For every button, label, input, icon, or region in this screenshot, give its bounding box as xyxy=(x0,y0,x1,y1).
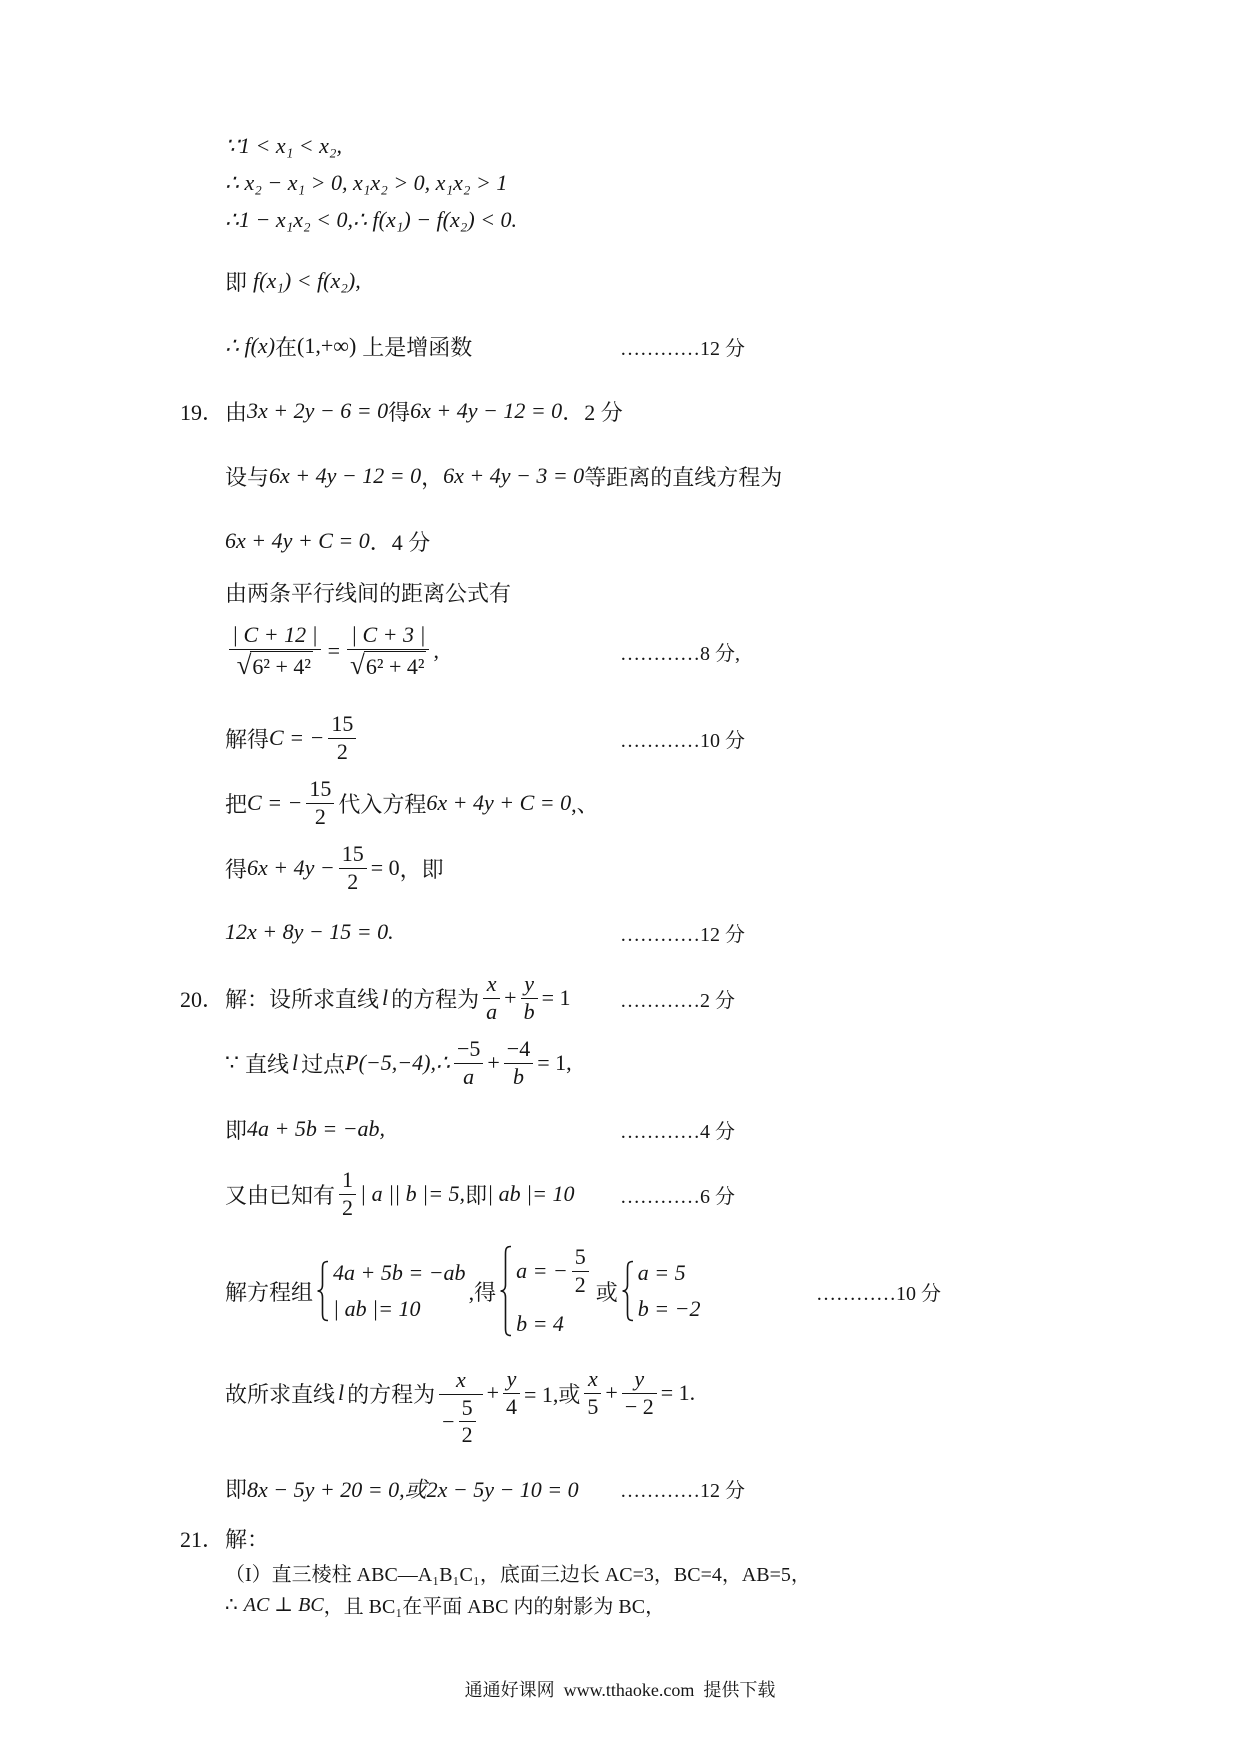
fraction-denominator: 4 xyxy=(506,1393,517,1419)
fraction xyxy=(572,1245,589,1297)
fraction-numerator: x xyxy=(439,1338,482,1395)
question-number-20 xyxy=(180,963,224,1033)
math-text: ∴ x₂ − x₁ > 0, x₁x₂ > 0, x₁x₂ > 1 xyxy=(225,170,508,195)
text: ∵ xyxy=(225,1050,239,1075)
text: 的方程为 xyxy=(391,986,480,1012)
q19-line-2 xyxy=(225,458,782,494)
q19-result-line xyxy=(225,833,444,903)
question-number-21 xyxy=(180,1520,224,1556)
q19-final-equation xyxy=(225,914,745,950)
text: ,得 xyxy=(468,1279,497,1305)
text: 在 xyxy=(275,334,298,360)
fraction-numerator: x xyxy=(483,972,500,999)
math-text: a = − xyxy=(516,1258,568,1284)
question-number-19 xyxy=(180,393,224,429)
fraction-numerator: y xyxy=(503,1367,520,1394)
text: （I）直三棱柱 ABC—A₁B₁C₁，底面三边长 AC=3，BC=4，AB=5， xyxy=(225,1563,811,1586)
text: 直线 xyxy=(245,1051,290,1077)
fraction-numerator: 15 xyxy=(306,777,334,804)
text: 解得 xyxy=(225,726,270,752)
math-text: 6x + 4y + C = 0 xyxy=(225,528,370,553)
fraction-numerator: 5 xyxy=(459,1396,476,1423)
text: 即 xyxy=(225,269,248,295)
text: 或 xyxy=(595,1279,618,1305)
question-number: 19． xyxy=(180,399,225,425)
q19-line-3 xyxy=(225,523,430,559)
math-text: AC ⊥ BC xyxy=(243,1593,324,1616)
fraction xyxy=(328,712,356,764)
plus-sign: + xyxy=(605,1380,618,1405)
text: 故所求直线 xyxy=(225,1381,336,1407)
fraction-denominator: 2 xyxy=(461,1422,473,1448)
radical-sign: √ xyxy=(236,649,252,680)
left-brace xyxy=(499,1245,513,1337)
text: 即 xyxy=(225,1476,248,1502)
solution-system xyxy=(499,1245,593,1337)
math-text: = 0 xyxy=(370,855,400,880)
q20-equation-system-line xyxy=(225,1236,941,1346)
score-mark: …………12 分 xyxy=(620,923,745,946)
fraction-denominator xyxy=(439,1395,482,1448)
q19-substitute-line xyxy=(225,768,599,838)
system-equation: 4a + 5b = −ab xyxy=(333,1260,466,1285)
math-variable: l xyxy=(292,1050,299,1075)
score-mark: …………10 分 xyxy=(816,1282,941,1305)
math-text: ∴1 − x₁x₂ < 0,∴ f(x₁) − f(x₂) < 0. xyxy=(225,207,518,232)
q20-final-line xyxy=(225,1470,745,1506)
fraction-numerator: 1 xyxy=(339,1168,356,1195)
math-text: | a || b |= 5, xyxy=(360,1181,466,1206)
system-equation: a = 5 xyxy=(637,1260,686,1285)
math-text: 6x + 4y − 12 = 0 xyxy=(269,463,422,488)
text: 由两条平行线间的距离公式有 xyxy=(225,580,512,606)
system-row xyxy=(516,1245,593,1297)
q20-line-3 xyxy=(225,1111,735,1147)
solution-system xyxy=(621,1260,701,1322)
system-rows xyxy=(638,1260,701,1322)
fraction xyxy=(339,842,367,894)
math-interval: (1,+∞) xyxy=(297,333,357,358)
text: 过点 xyxy=(301,1051,346,1077)
equals-sign: = xyxy=(327,638,341,663)
fraction-numerator: 15 xyxy=(328,712,356,739)
fraction-denominator: b xyxy=(523,998,535,1024)
left-brace xyxy=(316,1260,330,1322)
math-text: 6x + 4y − 3 = 0 xyxy=(443,463,585,488)
math-variable: l xyxy=(382,985,389,1010)
fraction xyxy=(306,777,334,829)
q18-line-4 xyxy=(225,263,361,299)
fraction-denominator: 2 xyxy=(347,868,359,894)
fraction-numerator: 5 xyxy=(572,1245,589,1272)
text: 解方程组 xyxy=(225,1279,314,1305)
fraction-denominator xyxy=(229,650,321,679)
q20-line-1 xyxy=(225,963,735,1033)
text: 解： xyxy=(225,1526,270,1552)
math-text: 8x − 5y + 20 = 0,或2x − 5y − 10 = 0 xyxy=(247,1476,579,1502)
math-text: = 1. xyxy=(660,1380,696,1405)
text: 由 xyxy=(225,399,248,425)
text: ,、 xyxy=(571,791,599,817)
text: 上是增函数 xyxy=(362,334,473,360)
text: ∴ xyxy=(225,1593,238,1616)
radicand: 6² + 4² xyxy=(364,651,427,679)
q21-line-0 xyxy=(225,1520,269,1556)
score-mark: …………4 分 xyxy=(620,1120,735,1143)
score-inline: ．2 分 xyxy=(562,399,623,425)
q21-line-2 xyxy=(225,1588,665,1620)
text: 得 xyxy=(388,399,411,425)
plus-sign: + xyxy=(486,1380,499,1405)
text: 即 xyxy=(465,1182,488,1208)
math-text: ∵1 < x₁ < x₂, xyxy=(225,133,343,158)
fraction xyxy=(339,1168,356,1220)
fraction-numerator: −4 xyxy=(504,1037,533,1064)
fraction-numerator: −5 xyxy=(454,1037,483,1064)
fraction-numerator: x xyxy=(584,1367,601,1394)
math-text: P(−5,−4),∴ xyxy=(345,1050,450,1075)
fraction-denominator: 2 xyxy=(574,1271,586,1297)
fraction xyxy=(459,1396,476,1448)
score-mark: …………6 分 xyxy=(620,1185,735,1208)
q19-solve-c xyxy=(225,703,745,773)
q20-line-4 xyxy=(225,1159,735,1229)
fraction-denominator: b xyxy=(512,1063,524,1089)
left-brace xyxy=(621,1260,635,1322)
minus-sign: − xyxy=(442,1408,455,1434)
math-text: 4a + 5b = −ab, xyxy=(247,1116,386,1141)
math-text: 3x + 2y − 6 = 0 xyxy=(247,398,389,423)
fraction-numerator: | C + 3 | xyxy=(347,623,429,650)
plus-sign: + xyxy=(487,1050,500,1075)
score-mark: …………10 分 xyxy=(620,729,745,752)
q20-line-equations xyxy=(225,1333,695,1453)
text: 代入方程 xyxy=(338,791,427,817)
score-mark: …………12 分 xyxy=(620,1479,745,1502)
question-number: 21． xyxy=(180,1526,225,1552)
math-text: C = − xyxy=(247,790,303,815)
system-equation: b = −2 xyxy=(637,1296,701,1321)
fraction-denominator: 2 xyxy=(314,803,326,829)
question-number: 20． xyxy=(180,986,225,1012)
q18-line-2 xyxy=(225,165,507,201)
fraction-numerator: y xyxy=(521,972,538,999)
system-rows xyxy=(333,1260,466,1322)
fraction-denominator xyxy=(347,650,429,679)
fraction-numerator: y xyxy=(622,1367,657,1394)
fraction-denominator: 2 xyxy=(336,738,348,764)
punctuation: , xyxy=(433,638,439,663)
text: ，且 BC₁在平面 ABC 内的射影为 BC， xyxy=(323,1595,666,1618)
fraction-denominator: 2 xyxy=(342,1194,354,1220)
score-mark: …………2 分 xyxy=(620,989,735,1012)
page-footer: 通通好课网 www.tthaoke.com 提供下载 xyxy=(464,1680,776,1700)
text: ， xyxy=(421,464,444,490)
math-text: ∴ f(x) xyxy=(225,333,276,358)
math-text: C = − xyxy=(269,725,325,750)
fraction xyxy=(483,972,500,1024)
fraction-numerator: 15 xyxy=(339,842,367,869)
fraction xyxy=(622,1367,657,1419)
q20-line-2 xyxy=(225,1028,572,1098)
score-mark: …………8 分, xyxy=(620,642,740,665)
q18-conclusion-line xyxy=(225,328,745,364)
math-variable: l xyxy=(338,1380,345,1405)
fraction-numerator: | C + 12 | xyxy=(229,623,321,650)
fraction xyxy=(347,623,429,679)
q19-line-4 xyxy=(225,574,511,610)
text: ，即 xyxy=(399,856,444,882)
math-text: = 1,或 xyxy=(524,1381,581,1407)
text: 解：设所求直线 xyxy=(225,986,380,1012)
math-text: = 1 xyxy=(541,985,571,1010)
fraction-denominator: − 2 xyxy=(624,1393,654,1419)
math-text: f(x₁) < f(x₂), xyxy=(253,268,361,293)
system-equation: | ab |= 10 xyxy=(333,1296,421,1321)
math-text: 12x + 8y − 15 = 0. xyxy=(225,919,394,944)
radicand: 6² + 4² xyxy=(250,651,313,679)
fraction xyxy=(504,1037,533,1089)
math-text: 6x + 4y − xyxy=(247,855,335,880)
math-text: 6x + 4y + C = 0 xyxy=(426,790,572,815)
text: 等距离的直线方程为 xyxy=(584,464,783,490)
fraction xyxy=(584,1367,601,1419)
fraction xyxy=(521,972,538,1024)
score-mark: …………12 分 xyxy=(620,337,745,360)
system-equation: b = 4 xyxy=(516,1311,564,1336)
text: 的方程为 xyxy=(347,1381,436,1407)
q19-distance-equation xyxy=(225,611,740,691)
square-root xyxy=(350,651,426,679)
fraction xyxy=(454,1037,483,1089)
equation-system xyxy=(316,1260,466,1322)
text: 又由已知有 xyxy=(225,1182,336,1208)
q19-line-1 xyxy=(225,393,623,429)
text: 把 xyxy=(225,791,248,817)
square-root xyxy=(237,651,313,679)
text: 设与 xyxy=(225,464,270,490)
fraction xyxy=(503,1367,520,1419)
q21-line-1 xyxy=(225,1556,811,1588)
fraction xyxy=(229,623,321,679)
radical-sign: √ xyxy=(350,649,365,680)
text: 即 xyxy=(225,1117,248,1143)
score-inline: ．4 分 xyxy=(369,529,431,555)
nested-fraction xyxy=(439,1338,482,1448)
fraction-denominator: a xyxy=(486,998,498,1024)
fraction-denominator: 5 xyxy=(587,1393,599,1419)
math-text: 6x + 4y − 12 = 0 xyxy=(410,398,563,423)
system-rows xyxy=(516,1245,593,1337)
text: 得 xyxy=(225,856,248,882)
q18-line-3 xyxy=(225,202,517,238)
q18-line-1 xyxy=(225,128,342,164)
fraction-denominator: a xyxy=(463,1063,475,1089)
math-text: = 1, xyxy=(537,1050,572,1075)
plus-sign: + xyxy=(504,985,517,1010)
math-text: | ab |= 10 xyxy=(487,1181,575,1206)
